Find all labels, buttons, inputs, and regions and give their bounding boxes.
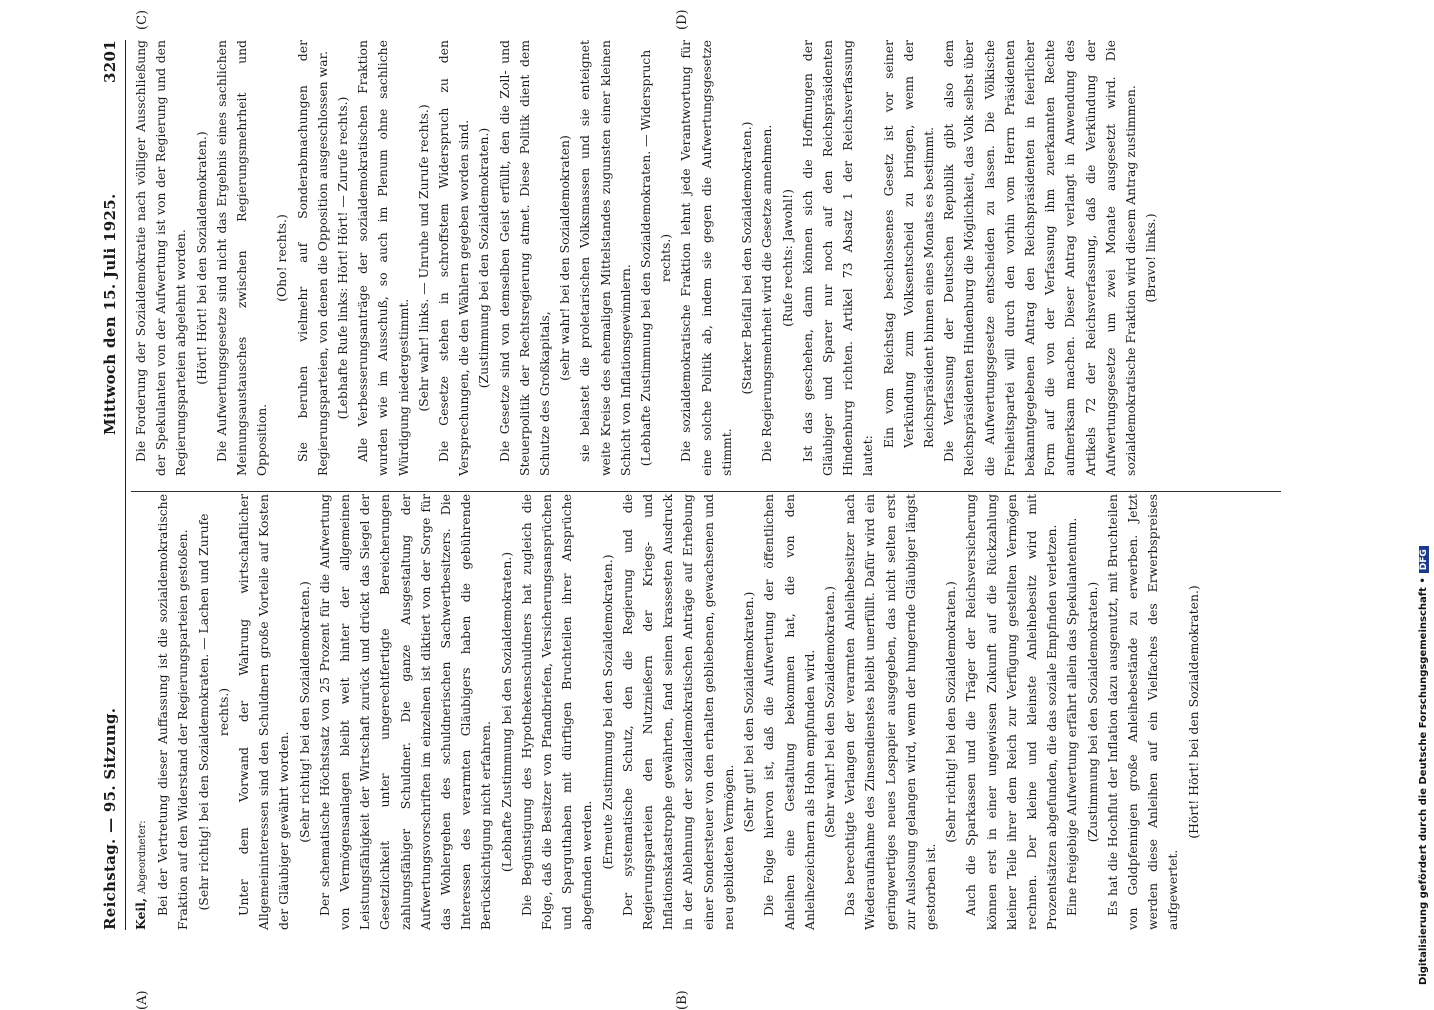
paragraph: Die Folge hiervon ist, daß die Aufwertung der öffentlichen Anleihen eine Gestaltung bekommen hat, die von den Anleihezeichnern als Hohn empfunden wird. (761, 494, 817, 930)
paragraph: Bei der Vertretung dieser Auffassung ist die sozialdemokratische Fraktion auf den Widerstand der Regierungsparteien gestoßen. (155, 494, 191, 930)
interjection: (Sehr gut! bei den Sozialdemokraten.) (741, 591, 757, 833)
interjection: (sehr wahr! bei den Sozialdemokraten) (557, 135, 573, 381)
interjection: (Sehr richtig! bei den Sozialdemokraten.) (296, 581, 312, 843)
interjection: (Sehr richtig! bei den Sozialdemokraten.) (943, 581, 959, 843)
interjection: (Sehr wahr! links. — Unruhe und Zurufe rechts.) (415, 104, 431, 412)
document-page (95, 9, 1425, 1010)
interjection: (Lebhafte Rufe links: Hört! Hört! — Zurufe rechts.) (335, 96, 351, 420)
interjection: (Lebhafte Zustimmung bei den Sozialdemokraten. — Widerspruch rechts.) (638, 49, 674, 467)
paragraph: Die Verfassung der Deutschen Republik gibt also dem Reichspräsidenten Hindenburg die Möglichkeit, das Volk selbst über die Aufwertungsgesetze entscheiden zu lassen. Die Völkische Freiheitspartei will durch den vorhin vom Herrn Präsidenten bekanntgegebenen Antrag den Reichspräsidenten in feierlicher Form auf die von der Verfassung ihm zuerkannten Rechte aufmerksam machen. Dieser Antrag verlangt in Anwendung des Artikels 72 der Reichsverfassung, daß die Verkündung der Aufwertungsgesetze um zwei Monate ausgesetzt wird. Die sozialdemokratische Fraktion wird diesem Antrag zustimmen. (941, 40, 1138, 476)
paragraph: Die Begünstigung des Hypothekenschuldners hat zugleich die Folge, daß die Besitzer von Pfandbriefen, Versicherungsansprüchen und Sparguthaben mit dürftigen Bruchteilen ihrer Ansprüche abgefunden werden. (518, 494, 595, 930)
header-date: Mittwoch den 15. Juli 1925. (101, 193, 119, 435)
paragraph: Die sozialdemokratische Fraktion lehnt jede Verantwortung für eine solche Politik ab, indem sie gegen die Aufwertungsgesetze stimmt. (678, 40, 734, 476)
paragraph: Die Gesetze sind von demselben Geist erfüllt, den die Zoll- und Steuerpolitik der Rechtsregierung atmet. Diese Politik dient dem Schutze des Großkapitals, (496, 40, 553, 476)
paragraph: Es hat die Hochflut der Inflation dazu ausgenutzt, mit Bruchteilen von Goldpfennigen große Anleihebestände zu erwerben. Jetzt werden diese Anleihen auf ein Vielfaches des Erwerbspreises aufgewertet. (1104, 494, 1181, 930)
interjection: (Hört! Hört! bei den Sozialdemokraten.) (1185, 585, 1201, 839)
paragraph: Ist das geschehen, dann können sich die Hoffnungen der Gläubiger und Sparer nur noch auf den Reichspräsidenten Hindenburg richten. Artikel 73 Absatz 1 der Reichsverfassung lautet: (799, 40, 876, 476)
paragraph: Die Forderung der Sozialdemokratie nach völliger Ausschließung der Spekulanten von der Aufwertung ist von der Regierung und den Regierungsparteien abgelehnt worden. (133, 40, 189, 476)
paragraph: Die Aufwertungsgesetze sind nicht das Ergebnis eines sachlichen Meinungsaustausches zwischen Regierungsmehrheit und Opposition. (213, 40, 270, 476)
interjection: (Starker Beifall bei den Sozialdemokraten.) (739, 121, 755, 395)
margin-marker-d: (D) (675, 9, 690, 30)
interjection: (Oho! rechts.) (274, 214, 290, 302)
quoted-article: Ein vom Reichstag beschlossenes Gesetz ist vor seiner Verkündung zum Volksentscheid zu bringen, wenn der Reichspräsident binnen eines Monats es bestimmt. (880, 40, 936, 448)
interjection: (Erneute Zustimmung bei den Sozialdemokraten.) (599, 554, 615, 870)
credit-text: Digitalisierung gefördert durch die Deutsche Forschungsgemeinschaft • (1418, 577, 1429, 985)
interjection: (Bravo! links.) (1143, 213, 1159, 303)
speaker-line (131, 494, 153, 930)
paragraph: Der systematische Schutz, den die Regierung und die Regierungsparteien den Nutznießern der Kriegs- und Inflationskatastrophe gewährten, fand seinen krassesten Ausdruck in der Ablehnung der sozialdemokratischen Anträge auf Erhebung einer Sondersteuer von den erhalten gebliebenen, gewachsenen und neu gebildeten Vermögen. (619, 494, 736, 930)
speaker-name: Keil, (133, 897, 148, 930)
header-left: Reichstag. — 95. Sitzung. (101, 707, 119, 930)
paragraph: Das berechtigte Verlangen der verarmten Anleihebesitzer nach Wiederaufnahme des Zinsendienstes bleibt unerfüllt. Dafür wird ein geringwertiges neues Lospapier ausgegeben, das nicht selten erst zur Auslosung gelangen wird, wenn der hungernde Gläubiger längst gestorben ist. (842, 494, 938, 930)
paragraph: Unter dem Vorwand der Wahrung wirtschaftlicher Allgemeininteressen sind den Schuldnern große Vorteile auf Kosten der Gläubiger gewährt worden. (236, 494, 292, 930)
paragraph: Sie beruhen vielmehr auf Sonderabmachungen der Regierungsparteien, von denen die Opposition ausgeschlossen war. (294, 40, 330, 476)
interjection: (Zustimmung bei den Sozialdemokraten.) (476, 127, 492, 389)
page-number: 3201 (101, 40, 119, 83)
paragraph: Alle Verbesserungsanträge der sozialdemokratischen Fraktion wurden wie im Ausschuß, so auch im Plenum ohne sachliche Würdigung niedergestimmt. (355, 40, 411, 476)
digitization-credit (1418, 10, 1429, 985)
interjection: (Lebhafte Zustimmung bei den Sozialdemokraten.) (498, 551, 514, 873)
right-column (131, 40, 1161, 476)
margin-marker-c: (C) (135, 9, 150, 30)
speaker-role: Abgeordneter: (137, 820, 148, 894)
column-divider (131, 491, 1281, 492)
interjection: (Zustimmung bei den Sozialdemokraten.) (1084, 581, 1100, 843)
paragraph: Der schematische Höchstsatz von 25 Prozent für die Aufwertung von Vermögensanlagen bleibt weit hinter der allgemeinen Leistungsfähigkeit der Wirtschaft zurück und drückt das Siegel der Gesetzlichkeit unter ungerechtfertigte Bereicherungen zahlungsfähiger Schuldner. Die ganze Ausgestaltung der Aufwertungsvorschriften im einzelnen ist diktiert von der Sorge für das Wohlergehen des schuldnerischen Sachwertbesitzers. Die Interessen des verarmten Gläubigers haben die gebührende Berücksichtigung nicht erfahren. (316, 494, 494, 930)
margin-marker-a: (A) (135, 990, 150, 1010)
page-header (95, 40, 126, 930)
left-column (131, 494, 1204, 930)
interjection: (Sehr wahr! bei den Sozialdemokraten.) (821, 586, 837, 838)
paragraph: sie belastet die proletarischen Volksmassen und sie enteignet weite Kreise des ehemaligen Mittelstandes zugunsten einer kleinen Schicht von Inflationsgewinnlern. (577, 40, 633, 476)
dfg-badge: DFG (1419, 546, 1429, 573)
paragraph: Auch die Sparkassen und die Träger der Reichsversicherung können erst in einer ungewissen Zukunft auf die Rückzahlung kleiner Teile ihrer dem Reich zur Verfügung gestellten Vermögen rechnen. Der kleine und kleinste Anleihebesitz wird mit Prozentsätzen abgefunden, die das soziale Empfinden verletzen. (963, 494, 1060, 930)
interjection: (Hört! Hört! bei den Sozialdemokraten.) (193, 131, 209, 385)
paragraph: Die Gesetze stehen in schroffstem Widerspruch zu den Versprechungen, die den Wählern gegeben worden sind. (436, 40, 472, 476)
paragraph: Die Regierungsmehrheit wird die Gesetze annehmen. (759, 124, 775, 462)
interjection: (Sehr richtig! bei den Sozialdemokraten. — Lachen und Zurufe rechts.) (195, 513, 231, 911)
margin-marker-b: (B) (675, 990, 690, 1010)
interjection: (Rufe rechts: Jawohl!) (779, 189, 795, 327)
paragraph: Eine freigebige Aufwertung erfährt allein das Spekulantentum. (1064, 517, 1080, 916)
